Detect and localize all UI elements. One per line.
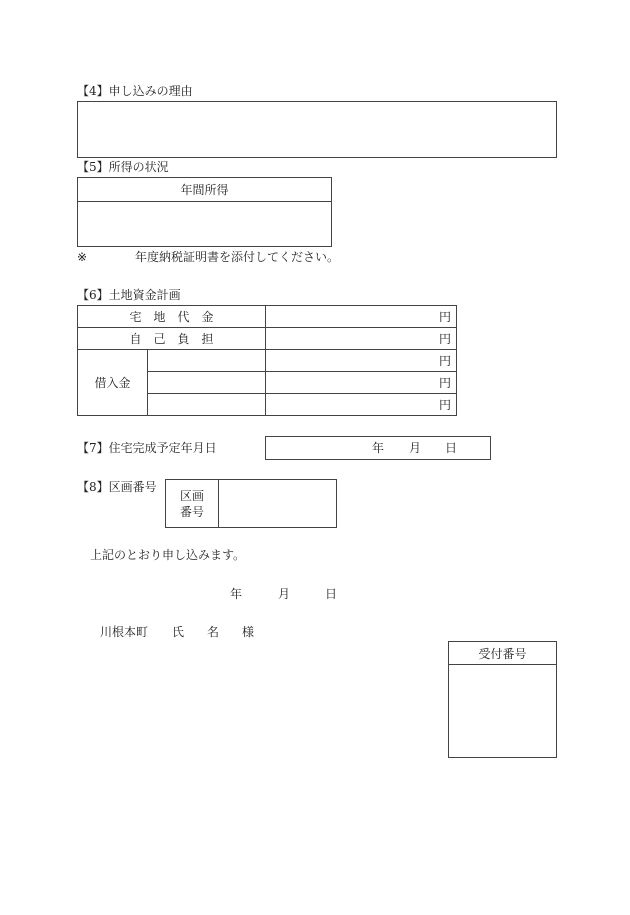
loan-source-cell	[148, 372, 266, 394]
land-price-unit: 円	[266, 306, 457, 328]
section5-heading: 【5】所得の状況	[77, 160, 169, 174]
lot-label-line1: 区画	[180, 489, 205, 503]
receipt-number-divider	[449, 664, 556, 665]
completion-year-label: 年	[372, 441, 385, 455]
section4-heading: 【4】申し込みの理由	[77, 84, 193, 98]
loan-label: 借入金	[78, 350, 148, 416]
self-funding-label: 自 己 負 担	[78, 328, 266, 350]
reason-box	[77, 101, 557, 158]
self-funding-unit: 円	[266, 328, 457, 350]
lot-number-box	[165, 479, 337, 528]
income-table-header: 年間所得	[180, 183, 229, 197]
income-table-divider	[78, 201, 331, 202]
honorific: 様	[242, 625, 255, 639]
note-mark: ※	[77, 250, 88, 264]
income-table	[77, 177, 332, 247]
section6-heading: 【6】土地資金計画	[77, 288, 181, 302]
loan-unit: 円	[266, 394, 457, 416]
table-row	[78, 306, 457, 328]
table-row	[78, 350, 457, 372]
lot-number-divider	[218, 480, 219, 527]
receipt-number-header: 受付番号	[478, 647, 527, 661]
name-label-1: 氏	[172, 625, 185, 639]
completion-month-label: 月	[409, 441, 422, 455]
loan-source-cell	[148, 394, 266, 416]
completion-day-label: 日	[445, 441, 458, 455]
loan-source-cell	[148, 350, 266, 372]
section8-heading: 【8】区画番号	[77, 480, 157, 494]
funding-plan-table	[77, 305, 457, 416]
section7-heading: 【7】住宅完成予定年月日	[77, 441, 217, 455]
table-row	[78, 328, 457, 350]
date-month-label: 月	[278, 587, 291, 601]
addressee-town: 川根本町	[100, 625, 149, 639]
date-year-label: 年	[230, 587, 243, 601]
loan-unit: 円	[266, 372, 457, 394]
name-label-2: 名	[207, 625, 220, 639]
land-price-label: 宅 地 代 金	[78, 306, 266, 328]
receipt-number-box	[448, 641, 557, 758]
completion-date-box	[265, 436, 491, 460]
date-day-label: 日	[325, 587, 338, 601]
lot-label-line2: 番号	[180, 505, 205, 519]
loan-unit: 円	[266, 350, 457, 372]
note-text: 年度納税証明書を添付してください。	[135, 250, 340, 264]
declaration-text: 上記のとおり申し込みます。	[90, 548, 246, 562]
